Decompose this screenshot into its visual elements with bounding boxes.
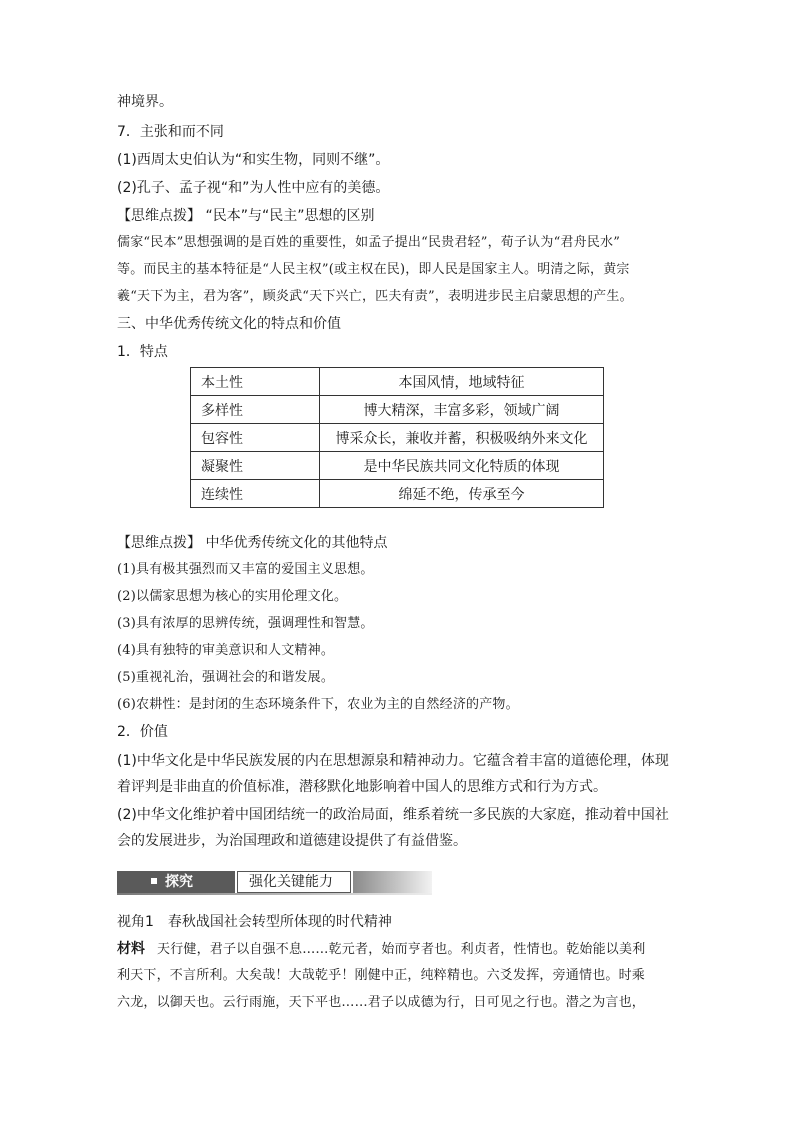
list-item: (2)以儒家思想为核心的实用伦理文化。 <box>117 589 348 604</box>
continued-text: 神境界。 <box>117 94 173 110</box>
feature-desc: 博大精深，丰富多彩，领域广阔 <box>320 396 604 424</box>
material-text: 利天下，不言所利。大矣哉！大哉乾乎！刚健中正，纯粹精也。六爻发挥，旁通情也。时乘 <box>117 968 646 983</box>
feature-name: 多样性 <box>191 396 320 424</box>
banner-tag: 强化关键能力 <box>249 874 333 890</box>
material-label: 材料 <box>117 941 145 957</box>
banner-gradient <box>353 871 432 893</box>
table-row <box>191 368 604 396</box>
material-text: 六龙，以御天也。云行雨施，天下平也……君子以成德为行，日可见之行也。潜之为言也， <box>117 995 646 1010</box>
material-text: 天行健，君子以自强不息……乾元者，始而亨者也。利贞者，性情也。乾始能以美利 <box>157 942 646 957</box>
point-2: (2)孔子、孟子视“和”为人性中应有的美德。 <box>117 180 390 196</box>
feature-name: 本土性 <box>191 368 320 396</box>
list-item: (1)具有极其强烈而又丰富的爱国主义思想。 <box>117 562 374 577</box>
section-heading: 三、中华优秀传统文化的特点和价值 <box>117 316 341 332</box>
value-paragraph-2: (2)中华文化维护着中国团结统一的政治局面，维系着统一多民族的大家庭，推动着中国社会的发展进步，为治国理政和道德建设提供了有益借鉴。 <box>117 807 669 849</box>
list-item: (3)具有浓厚的思辨传统，强调理性和智慧。 <box>117 616 374 631</box>
heading-7: 7．主张和而不同 <box>117 124 224 140</box>
list-item: (6)农耕性：是封闭的生态环境条件下，农业为主的自然经济的产物。 <box>117 697 519 712</box>
feature-name: 连续性 <box>191 480 320 508</box>
tip-text-line: 儒家“民本”思想强调的是百姓的重要性，如孟子提出“民贵君轻”，荀子认为“君舟民水” <box>117 235 621 250</box>
table-row <box>191 480 604 508</box>
tip-text-line: 羲“天下为主，君为客”，顾炎武“天下兴亡，匹夫有责”，表明进步民主启蒙思想的产生。 <box>117 289 633 304</box>
tip-title-features: 【思维点拨】 中华优秀传统文化的其他特点 <box>117 535 388 551</box>
list-item: (4)具有独特的审美意识和人文精神。 <box>117 643 335 658</box>
feature-desc: 博采众长，兼收并蓄，积极吸纳外来文化 <box>320 424 604 452</box>
point-1: (1)西周太史伯认为“和实生物，同则不继”。 <box>117 152 390 168</box>
explore-banner <box>117 869 432 895</box>
subheading-features: 1．特点 <box>117 344 168 360</box>
list-item: (5)重视礼治，强调社会的和谐发展。 <box>117 670 335 685</box>
banner-underline <box>117 893 432 895</box>
feature-name: 凝聚性 <box>191 452 320 480</box>
table-row <box>191 452 604 480</box>
material-line <box>117 939 645 960</box>
tip-title-minben: 【思维点拨】 “民本”与“民主”思想的区别 <box>117 208 375 224</box>
subheading-value: 2．价值 <box>117 724 168 740</box>
value-paragraph-1: (1)中华文化是中华民族发展的内在思想源泉和精神动力。它蕴含着丰富的道德伦理，体现着评判是非曲直的价值标准，潜移默化地影响着中国人的思维方式和行为方式。 <box>117 753 669 795</box>
features-table <box>190 367 604 508</box>
feature-desc: 绵延不绝，传承至今 <box>320 480 604 508</box>
table-row <box>191 396 604 424</box>
view-heading: 视角1 春秋战国社会转型所体现的时代精神 <box>117 914 392 930</box>
table-row <box>191 424 604 452</box>
tip-text-line: 等。而民主的基本特征是“人民主权”(或主权在民)，即人民是国家主人。明清之际，黄宗 <box>117 262 630 277</box>
square-bullet-icon <box>151 878 157 884</box>
feature-name: 包容性 <box>191 424 320 452</box>
feature-desc: 本国风情，地域特征 <box>320 368 604 396</box>
banner-label: 探究 <box>165 874 193 890</box>
feature-desc: 是中华民族共同文化特质的体现 <box>320 452 604 480</box>
